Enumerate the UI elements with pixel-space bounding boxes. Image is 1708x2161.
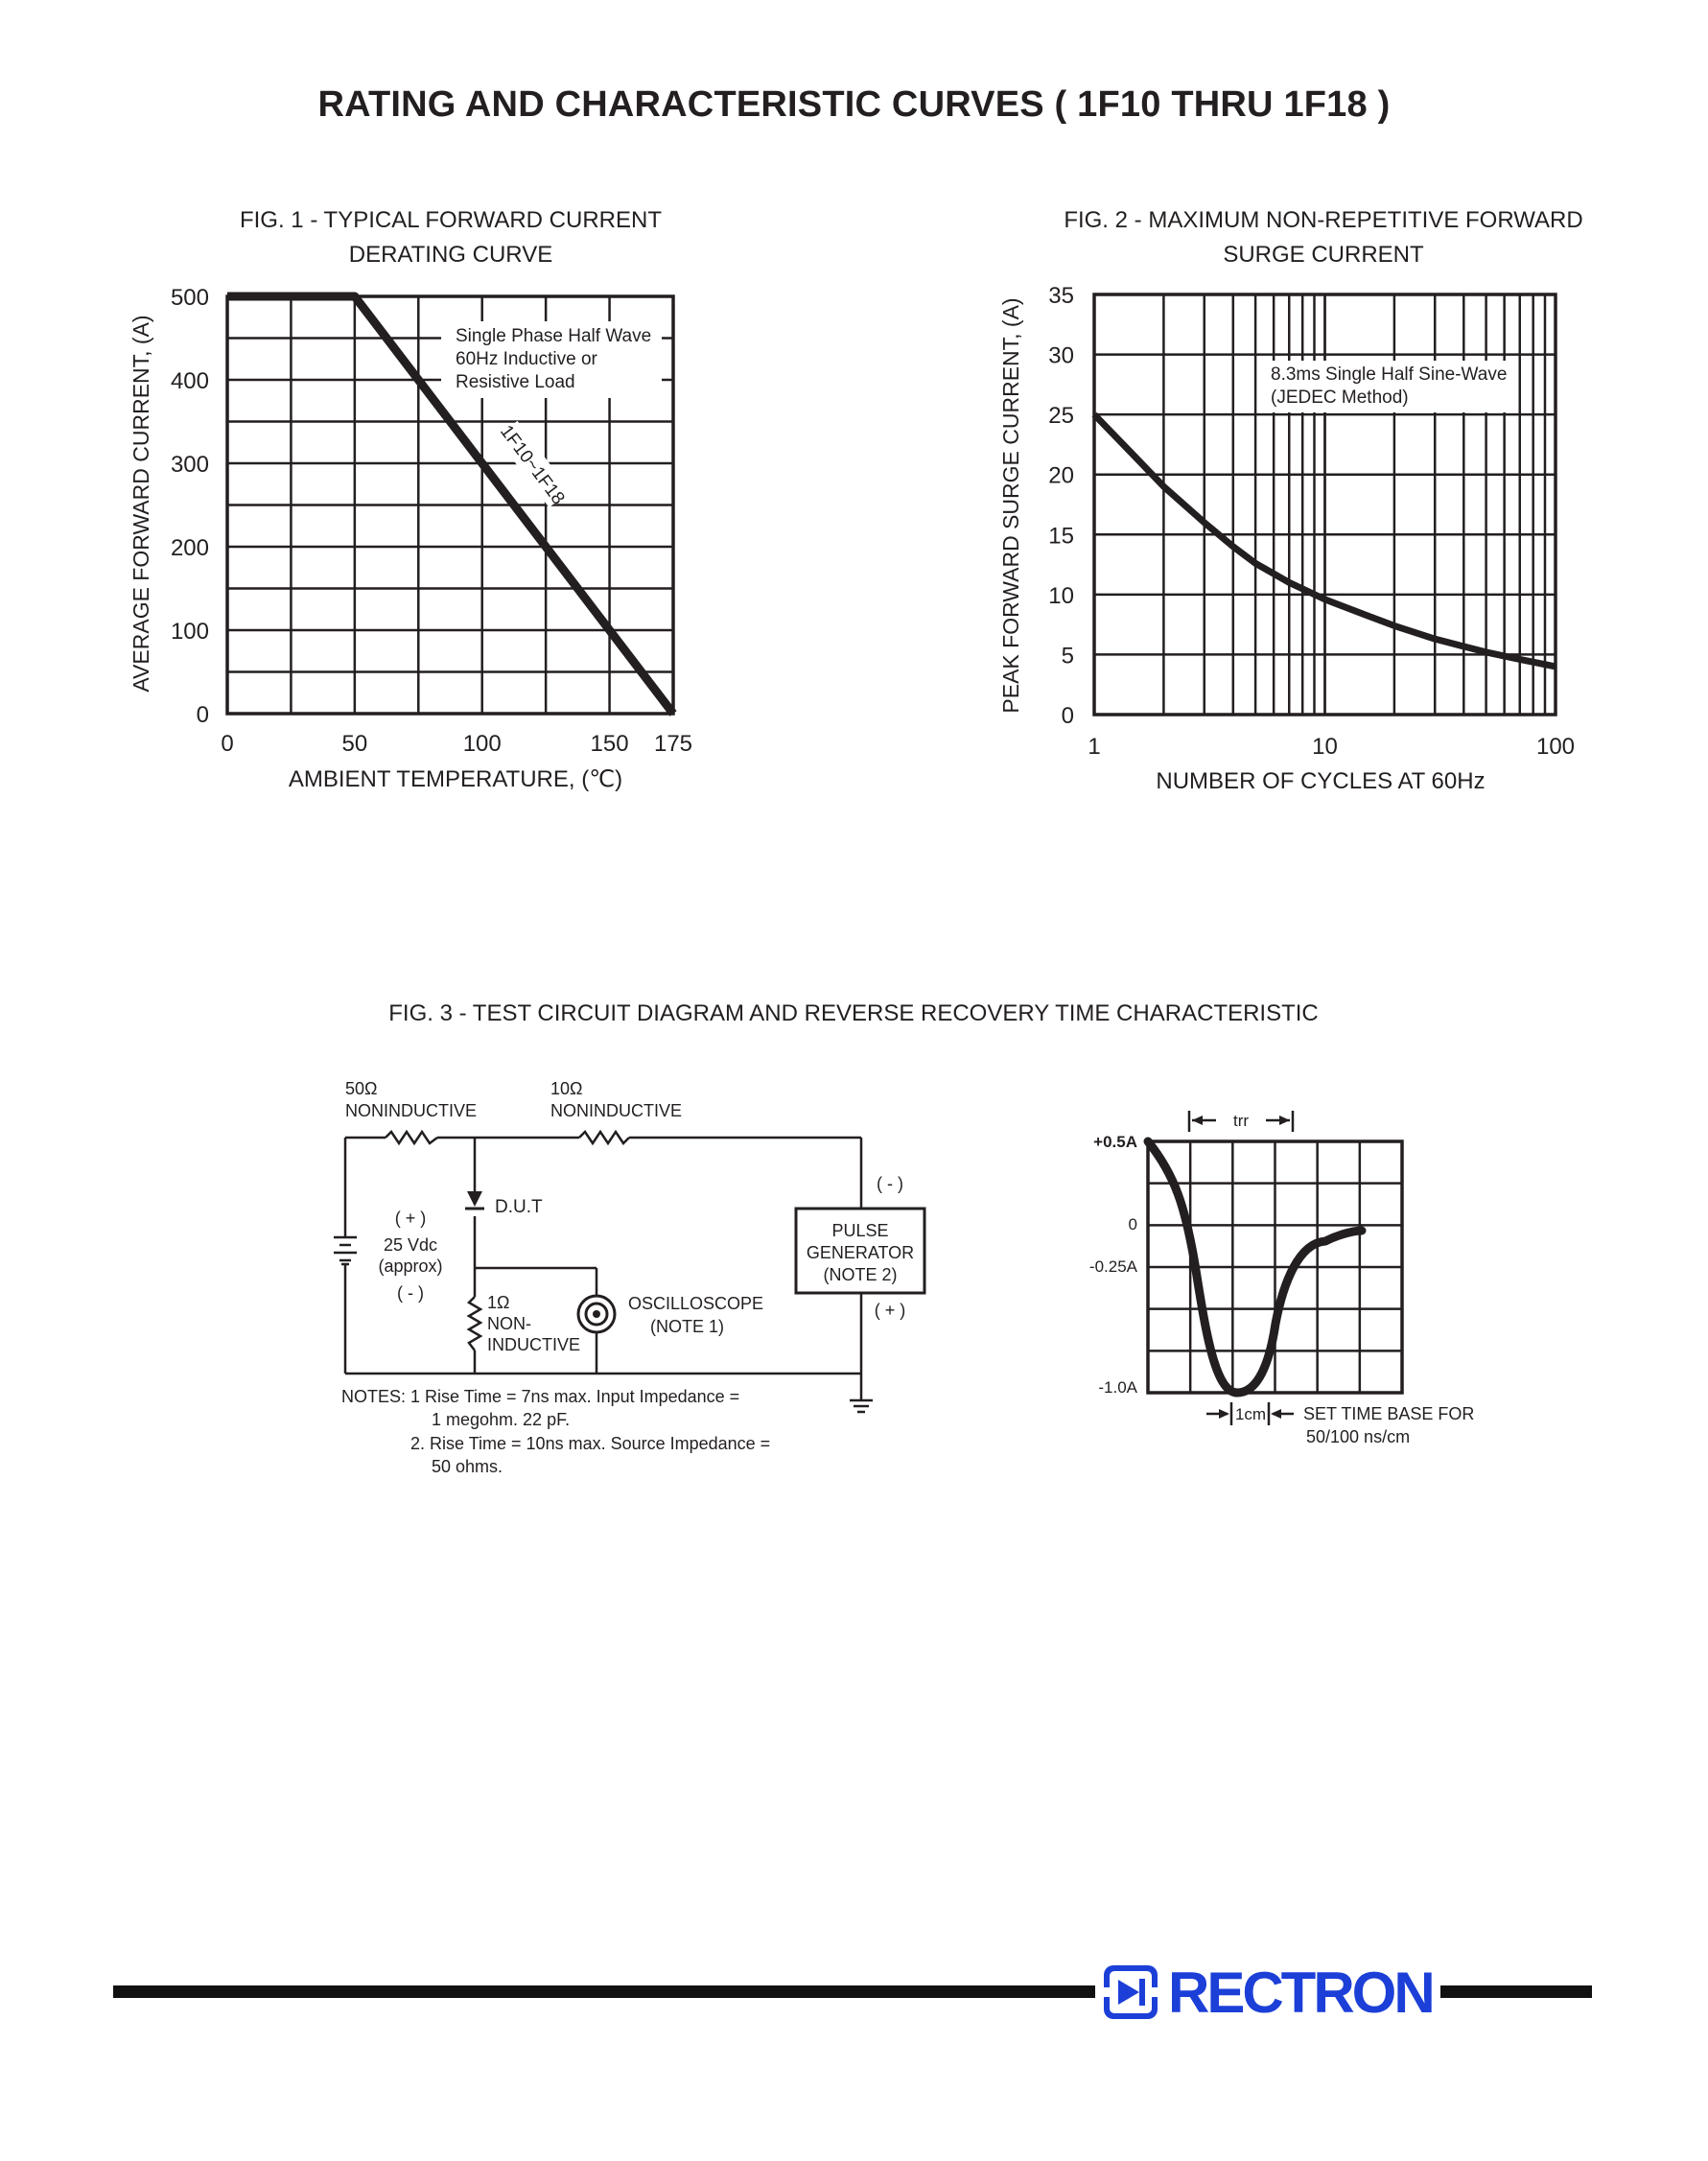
r1-line2: NON-	[487, 1314, 531, 1333]
fig2-x-tick-label: 100	[1535, 734, 1576, 760]
fig1-curve-label: 1F10~1F18	[496, 421, 569, 509]
brand-name: RECTRON	[1168, 1960, 1433, 2025]
fig1-y-tick-label: 100	[170, 619, 209, 645]
fig1-x-tick-label: 0	[221, 731, 234, 757]
notes-label: NOTES:	[341, 1387, 407, 1406]
source-plus: ( + )	[394, 1209, 427, 1228]
trr-arrow-left-icon	[1192, 1116, 1203, 1125]
source-approx: (approx)	[378, 1257, 443, 1276]
cm-arrow-right-icon	[1219, 1409, 1229, 1419]
fig2-y-tick-label: 20	[1048, 462, 1074, 489]
note2-line1: 2. Rise Time = 10ns max. Source Impedance =	[410, 1434, 771, 1453]
fig2-y-tick-label: 35	[1048, 283, 1074, 309]
r1-line3: INDUCTIVE	[487, 1335, 581, 1354]
fig1-x-tick-label: 150	[590, 731, 629, 757]
r1-value: 1Ω	[487, 1293, 510, 1312]
fig1-x-tick-label: 50	[341, 731, 368, 757]
wave-label-neg: -1.0A	[1098, 1378, 1137, 1397]
fig2-y-axis-label: PEAK FORWARD SURGE CURRENT, (A)	[998, 297, 1023, 714]
fig1-y-tick-label: 500	[170, 285, 209, 311]
fig2-title-line1: FIG. 2 - MAXIMUM NON-REPETITIVE FORWARD	[1064, 207, 1583, 233]
fig1-x-tick-label: 175	[653, 731, 693, 757]
fig2-title-line2: SURGE CURRENT	[1223, 242, 1424, 268]
fig1-annotation-line1: Single Phase Half Wave	[456, 326, 652, 346]
rectron-logo	[1101, 1959, 1433, 2026]
resistor-50-ohm-icon	[386, 1132, 437, 1143]
fig1-title-line1: FIG. 1 - TYPICAL FORWARD CURRENT	[239, 207, 663, 233]
fig3-title: FIG. 3 - TEST CIRCUIT DIAGRAM AND REVERSE RECOVERY TIME CHARACTERISTIC	[388, 1000, 1319, 1026]
resistor-10-ohm-icon	[579, 1132, 629, 1143]
r10-type: NONINDUCTIVE	[550, 1101, 683, 1120]
trr-label: trr	[1232, 1112, 1250, 1130]
dut-label: D.U.T	[495, 1197, 543, 1217]
cm-label: 1cm	[1234, 1405, 1267, 1423]
fig1-x-tick-label: 100	[462, 731, 502, 757]
pulse-generator-plus: ( + )	[874, 1301, 906, 1320]
fig2-x-axis-label: NUMBER OF CYCLES AT 60Hz	[1156, 768, 1486, 794]
fig1-y-tick-label: 300	[170, 452, 209, 478]
trr-arrow-right-icon	[1279, 1116, 1290, 1125]
note1-line1: 1 Rise Time = 7ns max. Input Impedance =	[410, 1387, 740, 1406]
battery-source-icon	[334, 1237, 357, 1264]
note1-line2: 1 megohm. 22 pF.	[432, 1410, 571, 1429]
timebase-line2: 50/100 ns/cm	[1306, 1427, 1411, 1446]
fig1-y-tick-label: 0	[196, 702, 209, 728]
pulse-generator-line2: GENERATOR	[806, 1243, 915, 1262]
fig2-annotation-line2: (JEDEC Method)	[1271, 388, 1409, 408]
source-minus: ( - )	[397, 1283, 424, 1303]
source-voltage: 25 Vdc	[383, 1235, 438, 1255]
fig1-y-axis-label: AVERAGE FORWARD CURRENT, (A)	[129, 315, 153, 693]
footer-rule-left	[113, 1985, 1095, 1998]
r50-value: 50Ω	[345, 1079, 378, 1098]
fig2-y-tick-label: 15	[1048, 523, 1074, 550]
oscilloscope-icon	[578, 1296, 615, 1332]
fig1-annotation-line2: 60Hz Inductive or	[456, 349, 597, 369]
fig1-annotation-line3: Resistive Load	[456, 372, 575, 392]
fig2-y-tick-label: 30	[1048, 342, 1074, 369]
cm-arrow-left-icon	[1271, 1409, 1281, 1419]
fig2-x-tick-label: 1	[1088, 734, 1101, 760]
fig1-x-axis-label: AMBIENT TEMPERATURE, (℃)	[288, 766, 623, 792]
pulse-generator-minus: ( - )	[877, 1174, 903, 1193]
pulse-generator-line1: PULSE	[831, 1221, 889, 1240]
wave-label-pos: +0.5A	[1093, 1133, 1137, 1151]
timebase-line1: SET TIME BASE FOR	[1303, 1404, 1475, 1423]
wave-label-zero: 0	[1128, 1215, 1137, 1233]
r10-value: 10Ω	[550, 1079, 583, 1098]
fig1-y-tick-label: 200	[170, 535, 209, 561]
page-title: RATING AND CHARACTERISTIC CURVES ( 1F10 THRU 1F18 )	[317, 84, 1391, 125]
footer-rule-right	[1440, 1985, 1592, 1998]
ground-icon	[850, 1400, 873, 1412]
note2-line2: 50 ohms.	[432, 1457, 503, 1476]
rectron-diode-logo-icon	[1101, 1962, 1160, 2022]
r50-type: NONINDUCTIVE	[345, 1101, 478, 1120]
fig2-x-tick-label: 10	[1312, 734, 1338, 760]
fig2-y-tick-label: 5	[1061, 643, 1074, 669]
fig2-y-tick-label: 0	[1061, 703, 1074, 729]
oscilloscope-note: (NOTE 1)	[650, 1317, 725, 1336]
wave-label-quarter: -0.25A	[1088, 1257, 1137, 1276]
pulse-generator-line3: (NOTE 2)	[823, 1265, 898, 1284]
fig2-y-tick-label: 10	[1048, 582, 1074, 609]
diode-dut-icon	[465, 1191, 484, 1209]
fig1-y-tick-label: 400	[170, 368, 209, 394]
fig2-y-tick-label: 25	[1048, 403, 1074, 430]
oscilloscope-label: OSCILLOSCOPE	[628, 1294, 764, 1313]
recovery-waveform-grid	[1148, 1141, 1402, 1393]
resistor-1-ohm-icon	[469, 1297, 480, 1351]
fig2-annotation-line1: 8.3ms Single Half Sine-Wave	[1271, 364, 1508, 385]
fig1-title-line2: DERATING CURVE	[348, 242, 553, 268]
